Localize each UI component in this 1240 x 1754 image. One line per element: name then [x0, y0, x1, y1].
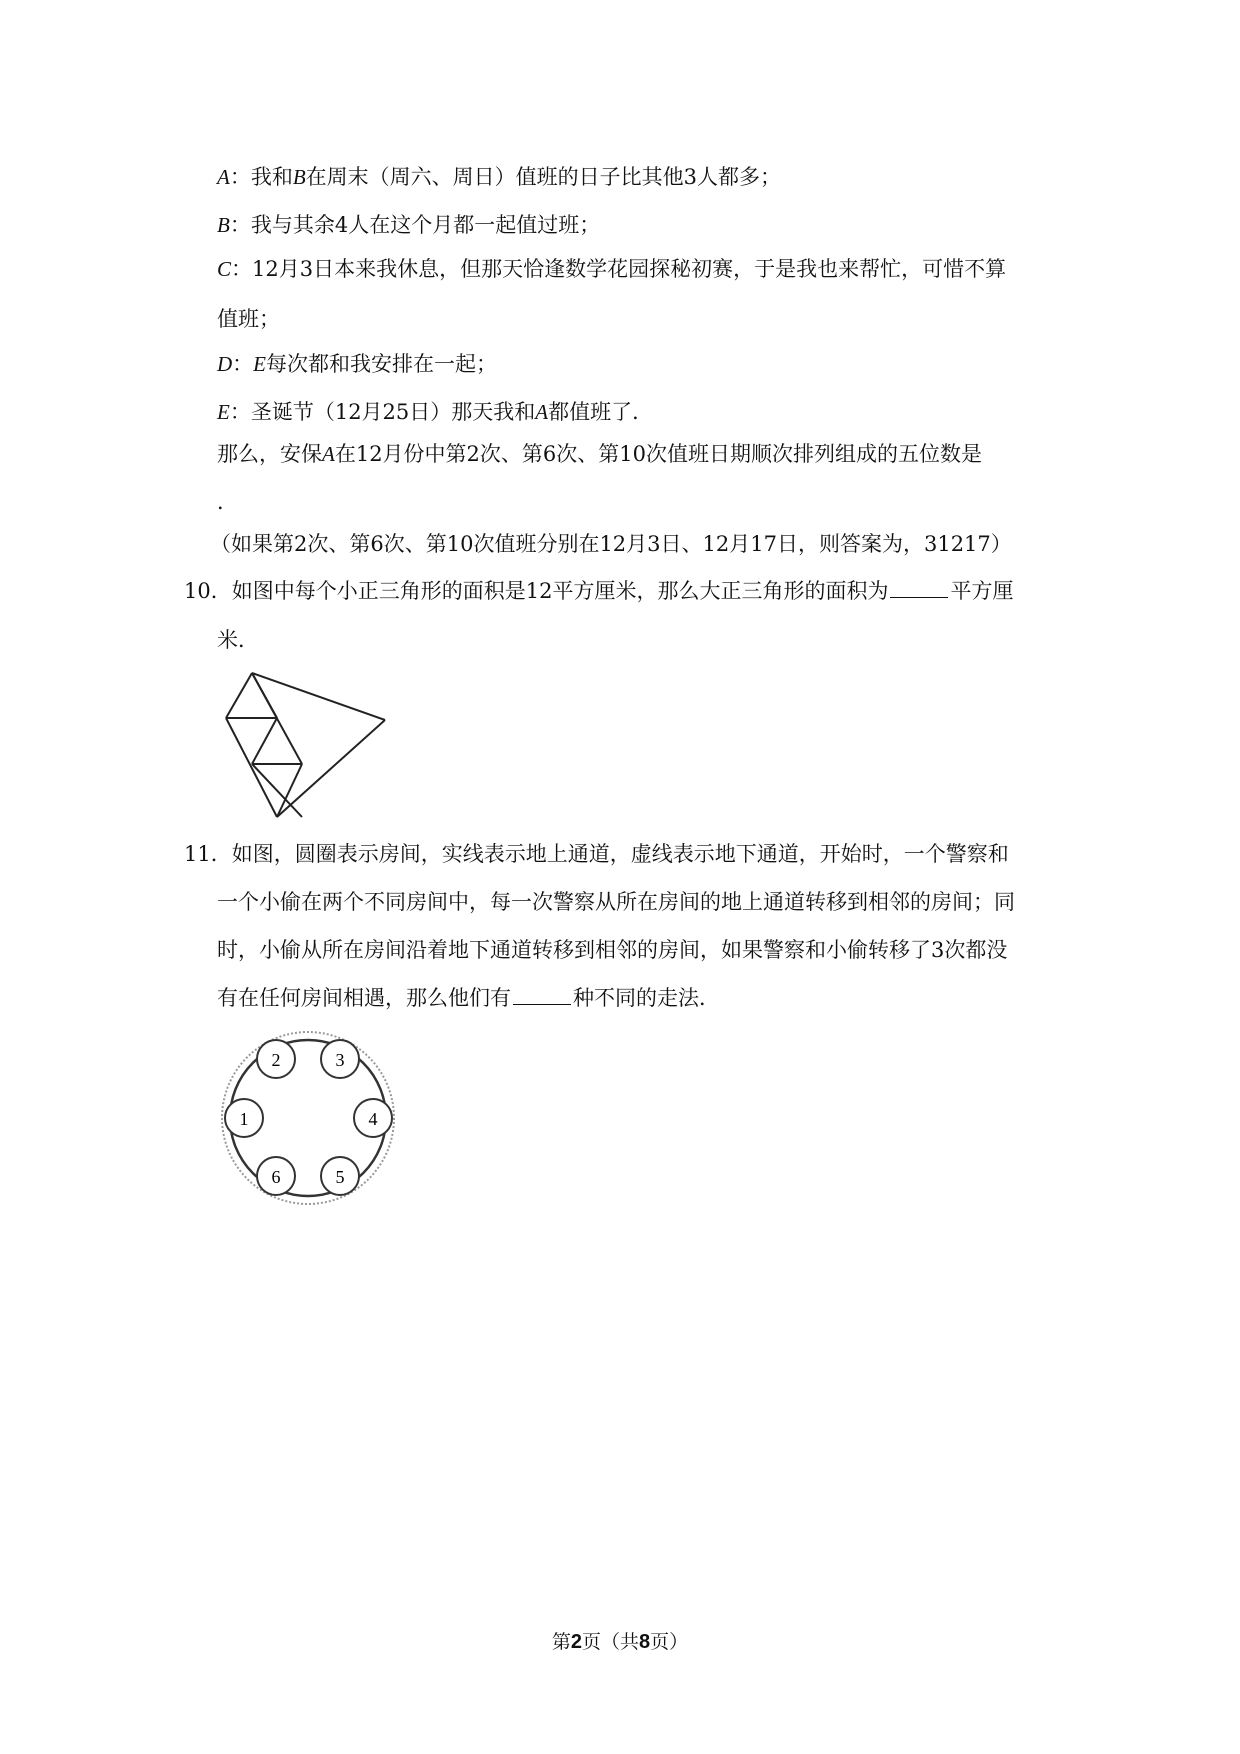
- q11-line3: 时，小偷从所在房间沿着地下通道转移到相邻的房间，如果警察和小偷转移了3次都没: [217, 938, 1008, 962]
- svg-text:3: 3: [335, 1050, 345, 1070]
- svg-text:1: 1: [239, 1109, 249, 1129]
- page-footer: 第2页（共8页）: [551, 1631, 689, 1653]
- total-pages: 8: [639, 1631, 651, 1653]
- room-2[interactable]: [257, 1040, 295, 1078]
- q10-line2: 米．: [217, 628, 259, 652]
- room-3[interactable]: [321, 1040, 359, 1078]
- q11-line4: 有在任何房间相遇，那么他们有 种不同的走法．: [217, 986, 720, 1010]
- room-5[interactable]: [321, 1157, 359, 1195]
- statement-c-cont: 值班；: [217, 307, 280, 331]
- q10-line1: 10．如图中每个小正三角形的面积是12平方厘米，那么大正三角形的面积为 平方厘: [184, 579, 1014, 603]
- svg-text:6: 6: [271, 1167, 281, 1187]
- svg-text:4: 4: [368, 1109, 378, 1129]
- q9-blank-line: ．: [217, 490, 238, 514]
- statement-d: D：E每次都和我安排在一起；: [217, 352, 497, 376]
- room-6[interactable]: [257, 1157, 295, 1195]
- room-4[interactable]: [354, 1099, 392, 1137]
- q9-note: （如果第2次、第6次、第10次值班分别在12月3日、12月17日，则答案为，31217）: [210, 532, 1012, 556]
- q11-line2: 一个小偷在两个不同房间中，每一次警察从所在房间的地上通道转移到相邻的房间；同: [217, 890, 1015, 914]
- svg-text:2: 2: [271, 1050, 281, 1070]
- statement-a: A：我和B在周末（周六、周日）值班的日子比其他3人都多；: [217, 165, 782, 189]
- room-1[interactable]: [225, 1099, 263, 1137]
- q9-question: 那么，安保A在12月份中第2次、第6次、第10次值班日期顺次排列组成的五位数是: [217, 442, 982, 466]
- statement-e: E：圣诞节（12月25日）那天我和A都值班了．: [217, 400, 654, 424]
- q11-line1: 11．如图，圆圈表示房间，实线表示地上通道，虚线表示地下通道，开始时，一个警察和: [184, 842, 1009, 866]
- current-page: 2: [570, 1631, 582, 1653]
- svg-text:5: 5: [335, 1167, 345, 1187]
- statement-b: B：我与其余4人在这个月都一起值过班；: [217, 213, 601, 237]
- statement-c: C：12月3日本来我休息，但那天恰逢数学花园探秘初赛，于是我也来帮忙，可惜不算: [217, 257, 1007, 281]
